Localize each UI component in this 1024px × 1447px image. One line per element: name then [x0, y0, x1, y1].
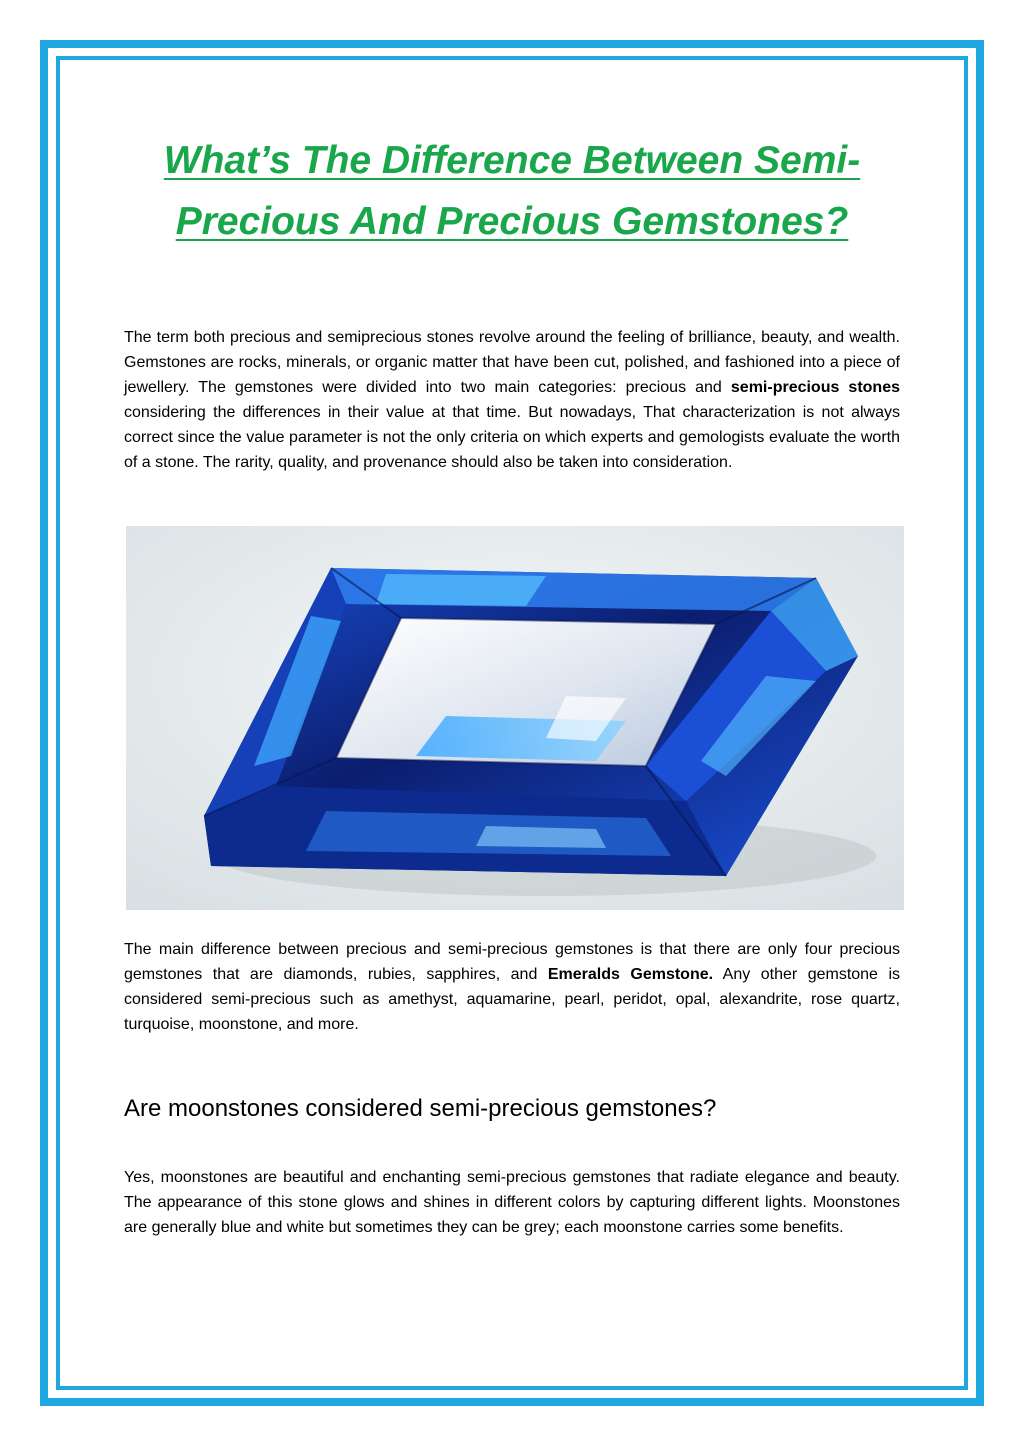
difference-paragraph [124, 937, 900, 1037]
emeralds-gemstone-keyword: Emeralds Gemstone. [547, 966, 714, 983]
intro-paragraph [124, 325, 900, 475]
article-title: What’s The Difference Between Semi-Precious And Precious Gemstones? [163, 139, 861, 243]
moonstones-paragraph: Yes, moonstones are beautiful and enchanting semi-precious gemstones that radiate elegance and beauty. The appearance of this stone glows and shines in different colors by capturing different lights. Moonstones are generally blue and white but sometimes they can be grey; each moonstone carries some benefits. [124, 1169, 900, 1236]
intro-text-end: considering the differences in their value at that time. But nowadays, That characterization is not always correct since the value parameter is not the only criteria on which experts and gemologists evaluate the worth of a stone. The rarity, quality, and provenance should also be taken into consideration. [124, 404, 900, 471]
blue-gemstone-photo [126, 526, 904, 910]
difference-text-end: Any other gemstone is considered semi-precious such as amethyst, aquamarine, pearl, peridot, opal, alexandrite, rose quartz, turquoise, moonstone, and more. [124, 966, 901, 1033]
moonstones-subheading: Are moonstones considered semi-precious gemstones? [124, 1095, 717, 1122]
intro-text-start: The term both precious and semiprecious stones revolve around the feeling of brilliance, beauty, and wealth. Gemstones are rocks, minerals, or organic matter that have been cut, polished, and fashioned into a piece of jewellery. The gemstones were divided into two main categories: precious and [124, 329, 900, 396]
difference-text-start: The main difference between precious and semi-precious gemstones is that there are only four precious gemstones that are diamonds, rubies, sapphires, and [124, 941, 900, 983]
semi-precious-stones-keyword: semi-precious stones [730, 379, 901, 396]
